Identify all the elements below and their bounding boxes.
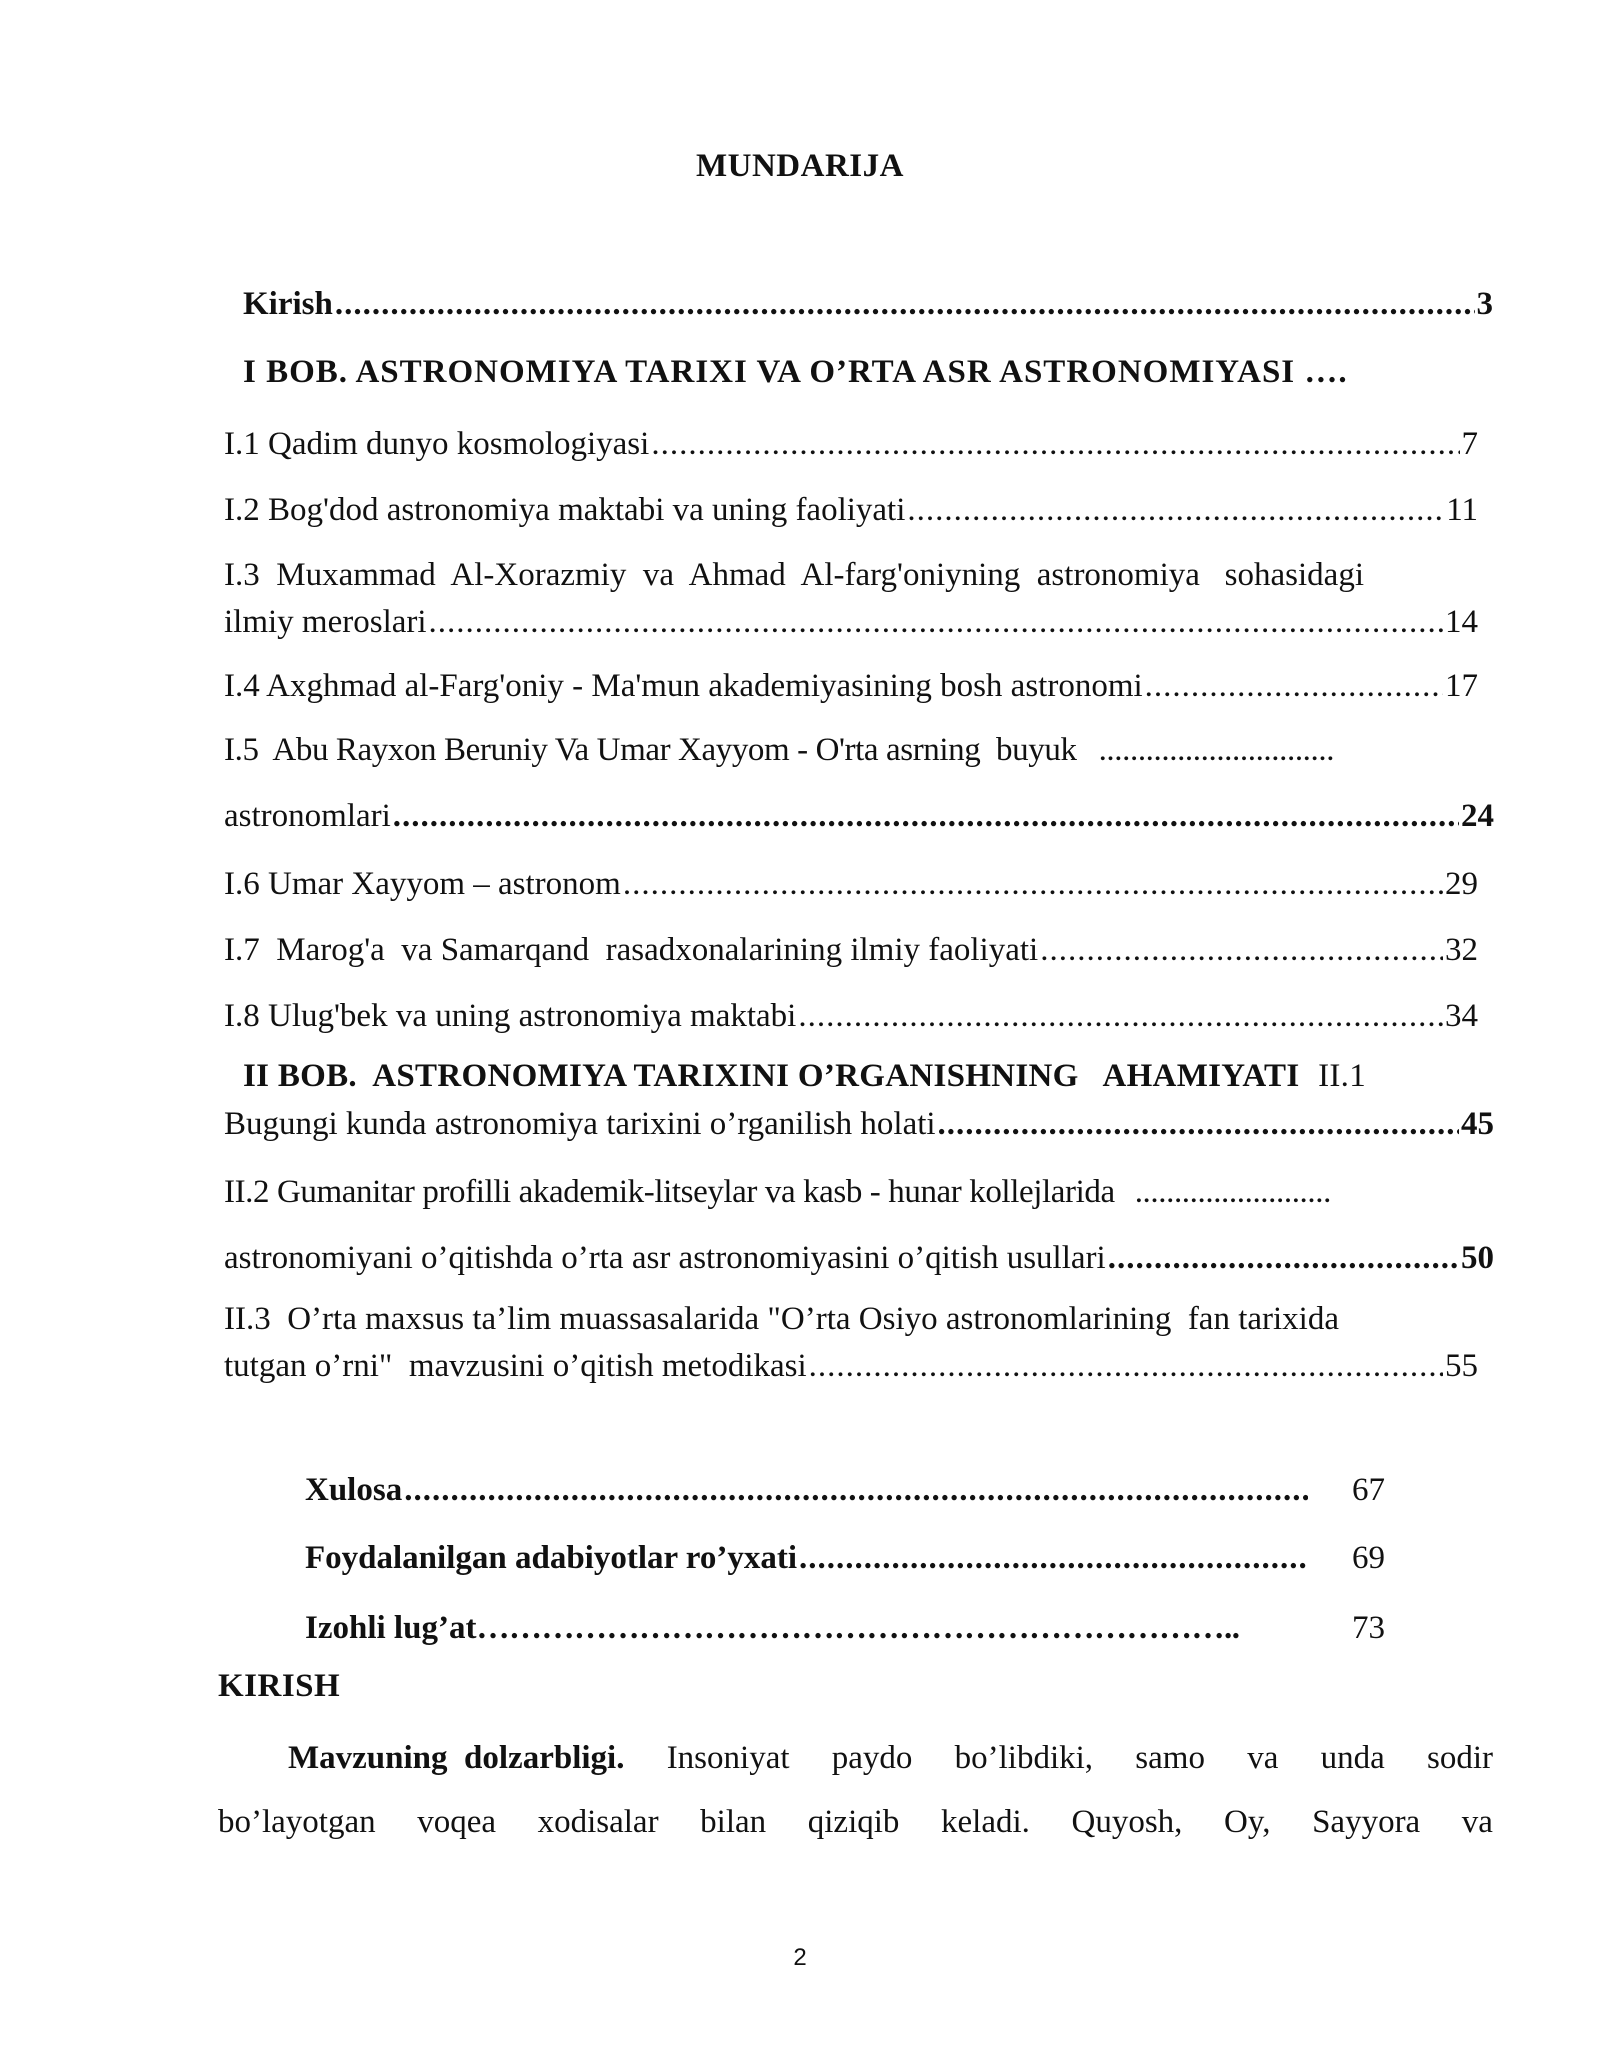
- paragraph-word: bilan: [700, 1804, 767, 1840]
- toc-entry-i3: [224, 552, 1478, 598]
- toc-page: 32: [1445, 932, 1478, 968]
- toc-label: I.2 Bog'dod astronomiya maktabi va uning faoliyati: [224, 492, 906, 528]
- paragraph-word: voqea: [417, 1804, 497, 1840]
- paragraph-word: unda: [1320, 1740, 1385, 1776]
- toc-entry-kirish: [243, 284, 1493, 324]
- paragraph-word: paydo: [831, 1740, 913, 1776]
- toc-page: 14: [1445, 604, 1478, 640]
- body-paragraph: [218, 1726, 1493, 1854]
- toc-label: I.3 Muxammad Al-Xorazmiy va Ahmad Al-farg'oniyning astronomiya sohasidagi: [224, 557, 1364, 593]
- toc-page-izohli: 73: [1352, 1610, 1385, 1646]
- toc-leader: [623, 864, 1443, 904]
- toc-label-line1: [224, 552, 1478, 598]
- paragraph-word: samo: [1135, 1740, 1205, 1776]
- paragraph-word: Quyosh,: [1071, 1804, 1183, 1840]
- toc-entry-ii3: [224, 1296, 1478, 1342]
- toc-label: astronomlari: [224, 798, 391, 834]
- toc-label: astronomiyani o’qitishda o’rta asr astronomiyasini o’qitish usullari: [224, 1240, 1106, 1276]
- toc-label: Xulosa: [305, 1472, 403, 1508]
- toc-label: I.6 Umar Xayyom – astronom: [224, 866, 621, 902]
- toc-entry-i3-cont: [224, 602, 1478, 642]
- toc-page: 24: [1461, 798, 1494, 834]
- toc-entry-i5-cont: [224, 796, 1494, 836]
- paragraph-word: keladi.: [941, 1804, 1030, 1840]
- toc-page: 11: [1446, 492, 1478, 528]
- toc-leader: [799, 1538, 1308, 1578]
- toc-page: 45: [1461, 1106, 1494, 1142]
- toc-page: 55: [1445, 1348, 1478, 1384]
- toc-label: tutgan o’rni" mavzusini o’qitish metodikasi: [224, 1348, 807, 1384]
- toc-page: 29: [1445, 866, 1478, 902]
- paragraph-word: Sayyora: [1312, 1804, 1421, 1840]
- toc-leader: [809, 1346, 1443, 1386]
- toc-page: 17: [1445, 668, 1478, 704]
- toc-page: 50: [1461, 1240, 1494, 1276]
- paragraph-line-1: [218, 1726, 1493, 1790]
- toc-entry-ii2-cont: [224, 1238, 1494, 1278]
- toc-entry-adabiyot: [305, 1538, 1310, 1578]
- toc-leader: [1108, 1238, 1459, 1278]
- toc-leader: [907, 490, 1444, 530]
- section-heading-kirish: KIRISH: [218, 1668, 341, 1704]
- paragraph-word: xodisalar: [537, 1804, 659, 1840]
- toc-leader: [1145, 666, 1443, 706]
- toc-label: ilmiy meroslari: [224, 604, 427, 640]
- toc-entry-i1: [224, 424, 1478, 464]
- toc-label: I.5 Abu Rayxon Beruniy Va Umar Xayyom - O'rta asrning buyuk: [224, 732, 1077, 768]
- toc-entry-i8: [224, 996, 1478, 1036]
- toc-trailing-dots: .........................: [1134, 1174, 1331, 1210]
- toc-label: I.7 Marog'a va Samarqand rasadxonalarining ilmiy faoliyati: [224, 932, 1039, 968]
- chapter-suffix: II.1: [1318, 1058, 1367, 1094]
- toc-entry-i4: [224, 666, 1478, 706]
- toc-entry-i7: [224, 930, 1478, 970]
- paragraph-word: sodir: [1426, 1740, 1493, 1776]
- toc-leader: [938, 1104, 1459, 1144]
- paragraph-line-2: [218, 1790, 1493, 1854]
- paragraph-word: qiziqib: [807, 1804, 900, 1840]
- toc-leader: [1040, 930, 1443, 970]
- toc-chapter-2-heading: [243, 1058, 1366, 1095]
- toc-label: Izohli lug’at: [305, 1610, 477, 1646]
- toc-leader: [335, 284, 1475, 324]
- toc-entry-i2: [224, 490, 1478, 530]
- toc-leader: ……………………………………………………………..: [476, 1610, 1240, 1646]
- toc-label: Kirish: [243, 286, 333, 322]
- toc-leader: [798, 996, 1443, 1036]
- toc-label: II.3 O’rta maxsus ta’lim muassasalarida "O’rta Osiyo astronomlarining fan tarixida: [224, 1301, 1339, 1337]
- toc-label: I.4 Axghmad al-Farg'oniy - Ma'mun akademiyasining bosh astronomi: [224, 668, 1143, 704]
- toc-page: 34: [1445, 998, 1478, 1034]
- toc-entry-ii1: [224, 1104, 1494, 1144]
- toc-label: I.1 Qadim dunyo kosmologiyasi: [224, 426, 650, 462]
- toc-entry-ii3-cont: [224, 1346, 1478, 1386]
- toc-label: Bugungi kunda astronomiya tarixini o’rganilish holati: [224, 1106, 936, 1142]
- toc-label: II.2 Gumanitar profilli akademik-litseylar va kasb - hunar kollejlarida: [224, 1174, 1115, 1210]
- paragraph-word: bo’libdiki,: [954, 1740, 1094, 1776]
- paragraph-word: va: [1461, 1804, 1493, 1840]
- paragraph-word: Insoniyat: [666, 1740, 790, 1776]
- chapter-label: II BOB. ASTRONOMIYA TARIXINI O’RGANISHNING AHAMIYATI: [243, 1058, 1300, 1094]
- paragraph-word: bo’layotgan: [218, 1804, 376, 1840]
- page-number: 2: [793, 1944, 807, 1971]
- toc-entry-i5: [224, 730, 1478, 770]
- toc-label: Foydalanilgan adabiyotlar ro’yxati: [305, 1540, 798, 1576]
- toc-entry-xulosa: [305, 1470, 1310, 1510]
- paragraph-word: va: [1247, 1740, 1279, 1776]
- toc-leader: [404, 1470, 1308, 1510]
- toc-entry-ii2: [224, 1172, 1478, 1212]
- paragraph-word: Oy,: [1224, 1804, 1271, 1840]
- toc-page: 7: [1461, 426, 1478, 462]
- toc-entry-i6: [224, 864, 1478, 904]
- page-title: MUNDARIJA: [696, 148, 904, 184]
- chapter-label: I BOB. ASTRONOMIYA TARIXI VA O’RTA ASR ASTRONOMIYASI: [243, 354, 1296, 390]
- toc-label-line1: [224, 1296, 1478, 1342]
- toc-leader: [429, 602, 1443, 642]
- toc-leader: [393, 796, 1459, 836]
- toc-chapter-1-heading: [243, 354, 1348, 391]
- toc-label: I.8 Ulug'bek va uning astronomiya maktabi: [224, 998, 797, 1034]
- toc-leader: [651, 424, 1459, 464]
- toc-page-xulosa: 67: [1352, 1472, 1385, 1508]
- paragraph-lead: Mavzuning dolzarbligi.: [288, 1740, 625, 1776]
- toc-page-adabiyot: 69: [1352, 1540, 1385, 1576]
- chapter-trail: ….: [1304, 354, 1348, 390]
- toc-entry-izohli: [305, 1608, 1310, 1648]
- toc-trailing-dots: ..............................: [1098, 732, 1335, 768]
- toc-page: 3: [1476, 286, 1493, 322]
